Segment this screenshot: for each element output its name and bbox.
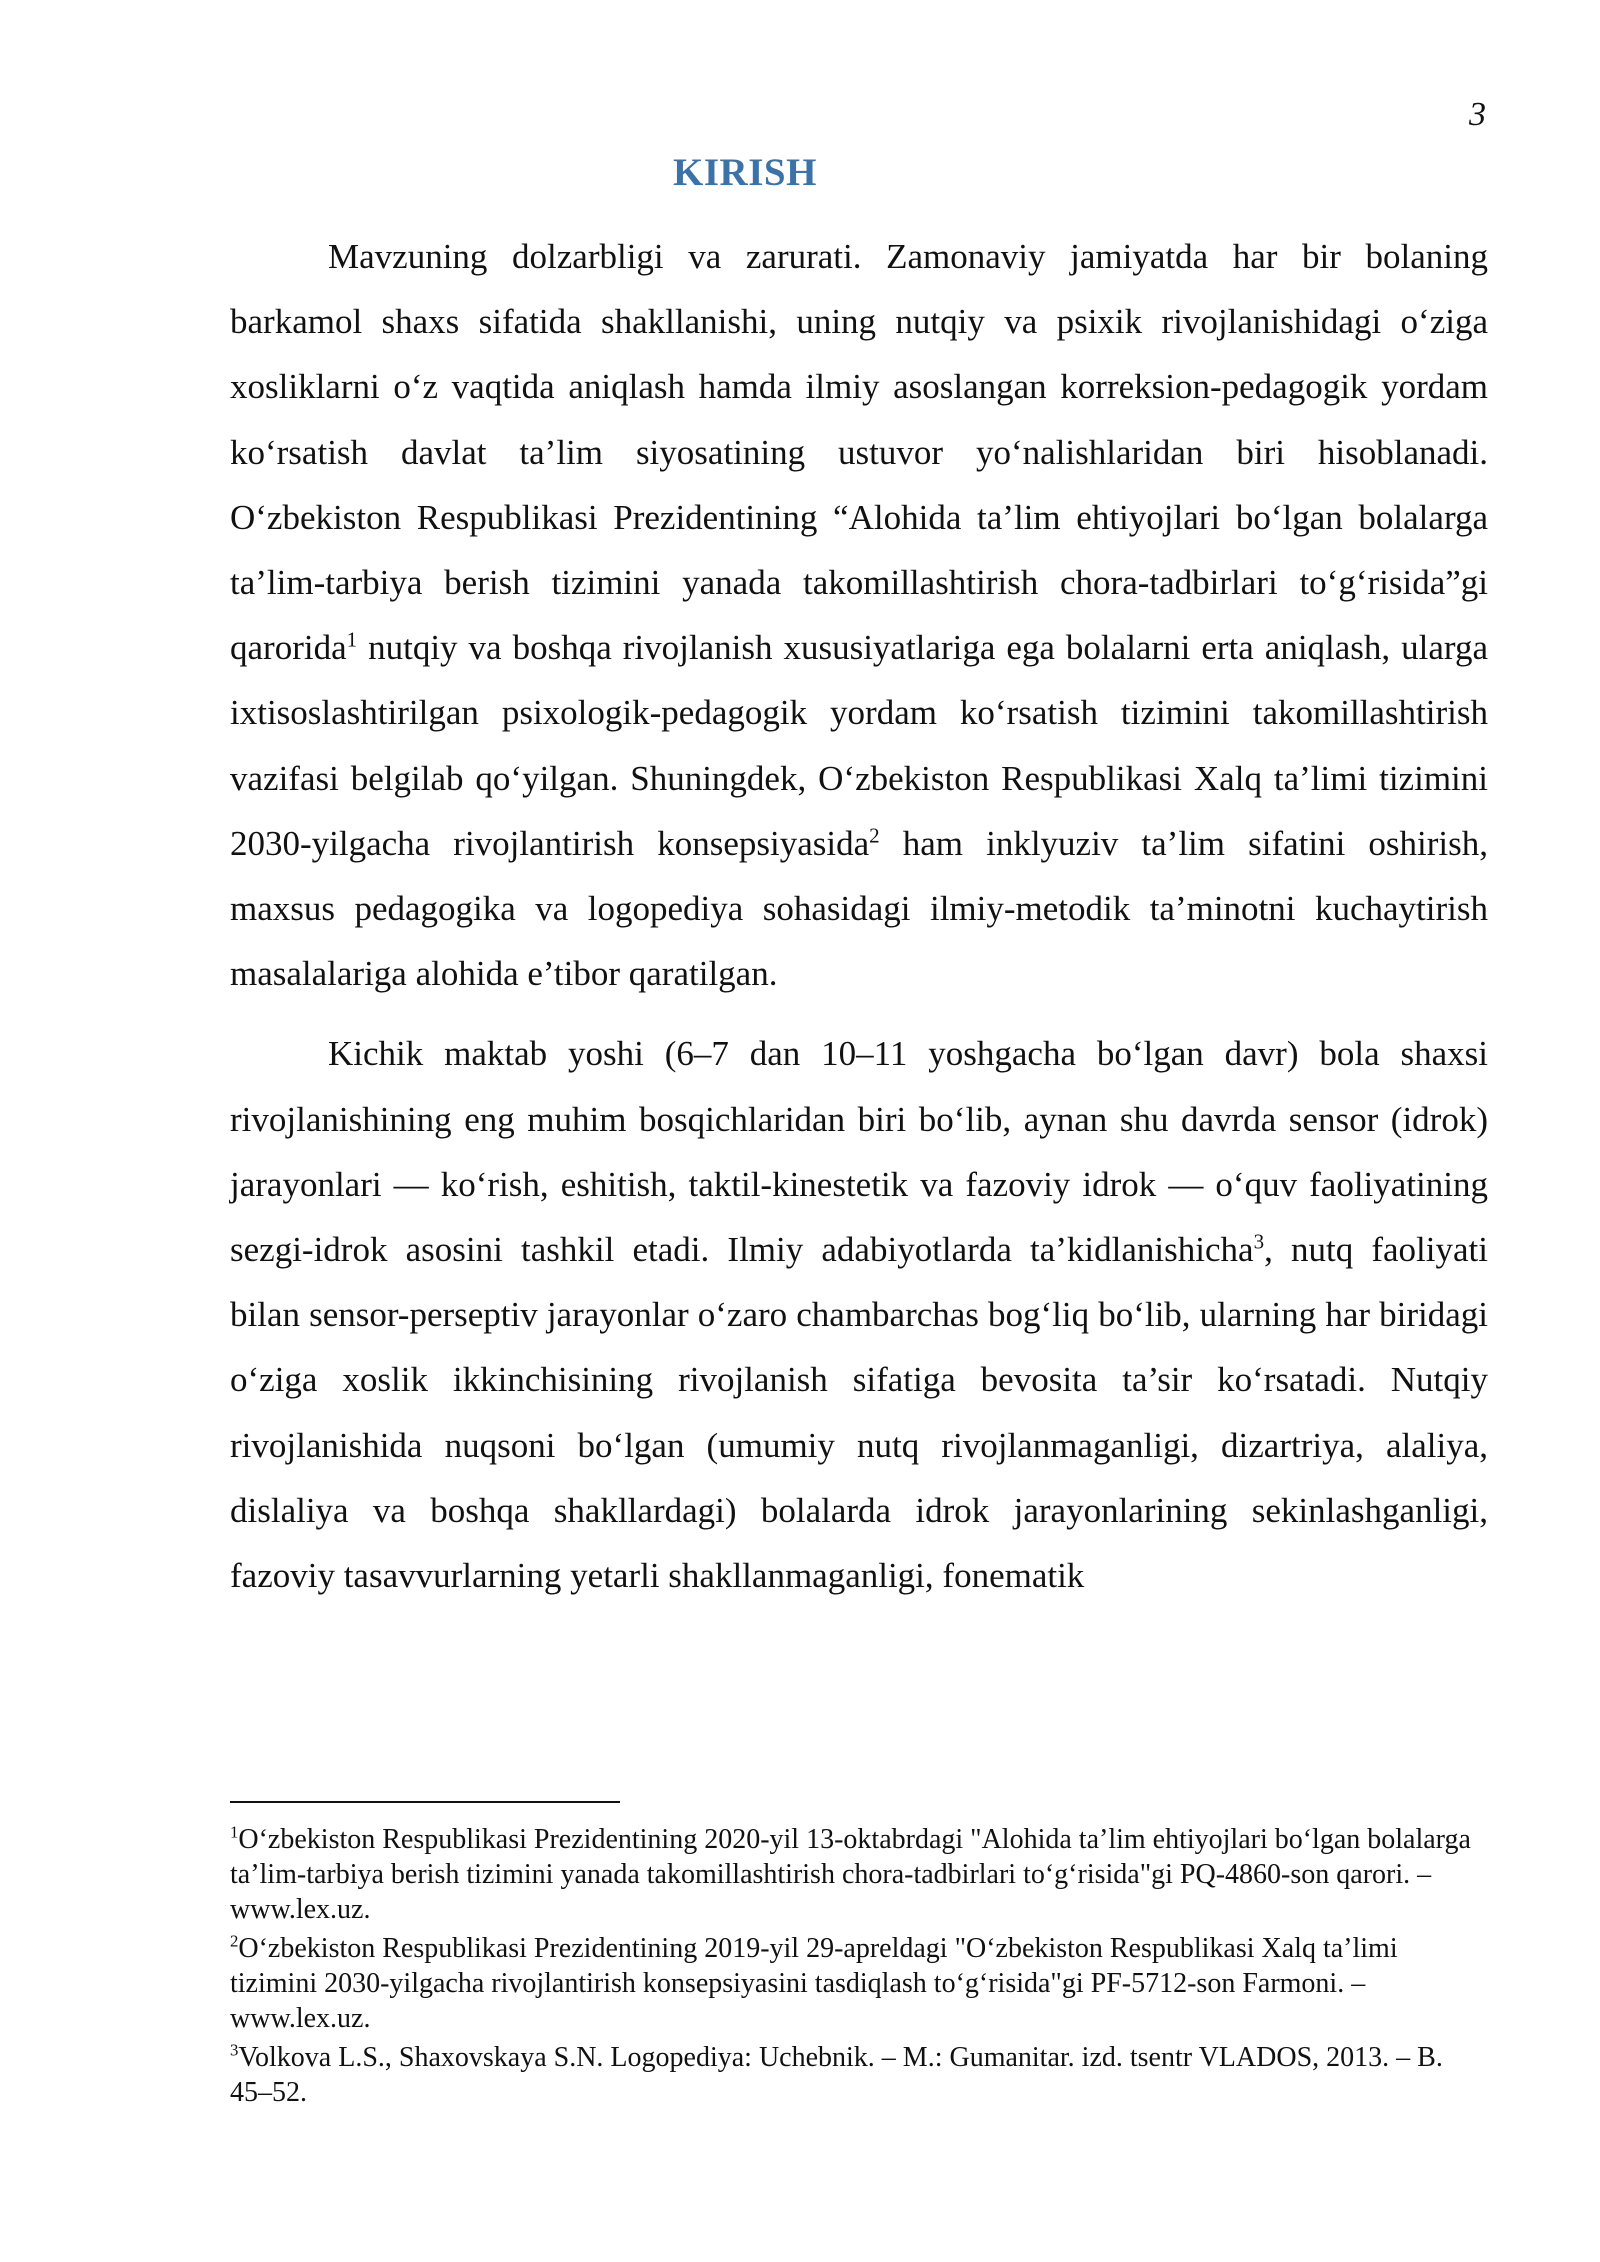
footnote-text: O‘zbekiston Respublikasi Prezidentining 2019-yil 29-apreldagi "O‘zbekiston Respublikasi Xalq ta’limi tizimini 2030-yilgacha rivojlantirish konsepsiyasini tasdiqlash to‘g‘risida"gi PF-5712-son Farmoni. – www.lex.uz. [230, 1933, 1398, 2034]
paragraph-school-age [230, 1021, 1488, 1608]
footnote-reference-3[interactable]: 3 [1253, 1229, 1265, 1254]
footnote-3 [230, 2040, 1490, 2110]
footnote-1 [230, 1822, 1490, 1927]
footnote-reference-2[interactable]: 2 [869, 823, 880, 848]
footnote-2 [230, 1931, 1490, 2036]
footnote-separator [230, 1801, 620, 1803]
paragraph-relevance [230, 224, 1488, 1006]
paragraph-text: Mavzuning dolzarbligi va zarurati. Zamonaviy jamiyatda har bir bolaning barkamol shaxs sifatida shakllanishi, uning nutqiy va psixik rivojlanishidagi o‘ziga xosliklarni o‘z vaqtida aniqlash hamda ilmiy asoslangan korreksion-pedagogik yordam ko‘rsatish davlat ta’lim siyosatining ustuvor yo‘nalishlaridan biri hisoblanadi. O‘zbekiston Respublikasi Prezidentining “Alohida ta’lim ehtiyojlari bo‘lgan bolalarga ta’lim-tarbiya berish tizimini yanada takomillashtirish chora-tadbirlari to‘g‘risida”gi qarorida [230, 237, 1488, 668]
footnote-text: O‘zbekiston Respublikasi Prezidentining 2020-yil 13-oktabrdagi "Alohida ta’lim ehtiyojlari bo‘lgan bolalarga ta’lim-tarbiya berish tizimini yanada takomillashtirish chora-tadbirlari to‘g‘risida"gi PQ-4860-son qarori. – www.lex.uz. [230, 1824, 1471, 1925]
paragraph-text: ham inklyuziv ta’lim sifatini oshirish, maxsus pedagogika va logopediya sohasidagi ilmiy-metodik ta’minotni kuchaytirish masalalariga alohida e’tibor qaratilgan. [230, 823, 1488, 994]
footnote-text: Volkova L.S., Shaxovskaya S.N. Logopediya: Uchebnik. – M.: Gumanitar. izd. tsentr VLADOS, 2013. – B. 45–52. [230, 2042, 1443, 2108]
footnotes [230, 1822, 1490, 2114]
paragraph-text: nutqiy va boshqa rivojlanish xususiyatlariga ega bolalarni erta aniqlash, ularga ixtisoslashtirilgan psixologik-pedagogik yordam ko‘rsatish tizimini takomillashtirish vazifasi belgilab qo‘yilgan. Shuningdek, O‘zbekiston Respublikasi Xalq ta’limi tizimini 2030-yilgacha rivojlantirish konsepsiyasida [230, 628, 1488, 863]
main-text [230, 224, 1488, 1608]
paragraph-text: , nutq faoliyati bilan sensor-perseptiv jarayonlar o‘zaro chambarchas bog‘liq bo‘lib, ularning har biridagi o‘ziga xoslik ikkinchisining rivojlanish sifatiga bevosita ta’sir ko‘rsatadi. Nutqiy rivojlanishida nuqsoni bo‘lgan (umumiy nutq rivojlanmaganligi, dizartriya, alaliya, dislaliya va boshqa shakllardagi) bolalarda idrok jarayonlarining sekinlashganligi, fazoviy tasavvurlarning yetarli shakllanmaganligi, fonematik [230, 1230, 1488, 1596]
page-number: 3 [1469, 96, 1486, 133]
footnote-reference-1[interactable]: 1 [346, 627, 358, 652]
footnote-mark: 2 [230, 1931, 239, 1951]
footnote-mark: 1 [230, 1822, 239, 1842]
paragraph-text: Kichik maktab yoshi (6–7 dan 10–11 yoshgacha bo‘lgan davr) bola shaxsi rivojlanishining eng muhim bosqichlaridan biri bo‘lib, aynan shu davrda sensor (idrok) jarayonlari — ko‘rish, eshitish, taktil-kinestetik va fazoviy idrok — o‘quv faoliyatining sezgi-idrok asosini tashkil etadi. Ilmiy adabiyotlarda ta’kidlanishicha [230, 1034, 1488, 1270]
footnote-mark: 3 [230, 2040, 239, 2060]
page-title: KIRISH [673, 151, 817, 194]
